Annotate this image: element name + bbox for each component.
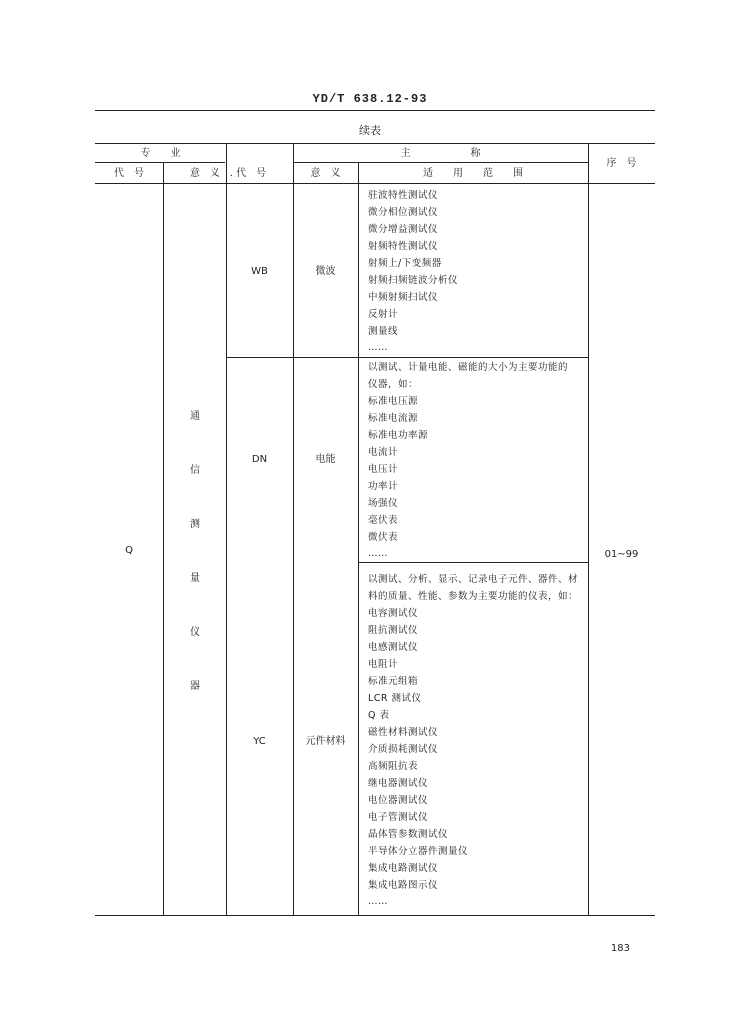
head-profession: 专 业	[140, 148, 181, 159]
page-number: 183	[610, 943, 630, 954]
head-code: 代 号	[114, 168, 144, 179]
scope-item: Q 表	[368, 710, 390, 721]
scope-item: LCR 测试仪	[368, 693, 422, 704]
table-top-rule	[95, 143, 655, 144]
head-meaning: 意 义	[310, 168, 341, 179]
scope-item: 电流计	[368, 447, 399, 458]
scope-item: 中频射频扫试仪	[368, 292, 439, 303]
scope-item: 高频阻抗表	[368, 761, 419, 772]
group-meaning-yc: 元件材料	[305, 736, 346, 747]
scope-item: 射频扫频链波分析仪	[368, 275, 459, 286]
group-meaning-dn: 电能	[315, 454, 336, 465]
col-rule-3	[293, 143, 294, 915]
profession-char-6: 器	[190, 681, 200, 692]
group-code-yc: YC	[253, 736, 266, 747]
scope-item: 阻抗测试仪	[368, 625, 419, 636]
scope-item: 仪器，如：	[368, 379, 419, 390]
scope-item: 电子管测试仪	[368, 812, 429, 823]
scope-item: 标准元组箱	[368, 676, 419, 687]
scope-item: 介质损耗测试仪	[368, 744, 439, 755]
scope-item: 微分增益测试仪	[368, 224, 439, 235]
head-meaning-code: 意 义 . 代 号	[189, 168, 267, 179]
scope-item: 驻波特性测试仪	[368, 190, 439, 201]
head-split-left	[95, 162, 225, 163]
profession-char-2: 信	[190, 465, 200, 476]
scope-item: 电容测试仪	[368, 608, 419, 619]
scope-item: 测量线	[368, 326, 399, 337]
head-split-right	[293, 162, 588, 163]
head-subject: 主 称	[400, 148, 481, 159]
profession-char-1: 通	[190, 411, 200, 422]
profession-char-5: 仪	[190, 627, 200, 638]
col-rule-5	[588, 143, 589, 915]
scope-item: ……	[368, 896, 388, 907]
scope-item: 射频上/下变频器	[368, 258, 442, 269]
group-separator-1	[226, 357, 588, 358]
scope-item: 电阻计	[368, 659, 399, 670]
scope-item: 毫伏表	[368, 515, 399, 526]
scope-item: 标准电功率源	[368, 430, 429, 441]
group-code-dn: DN	[251, 454, 268, 465]
scope-item: 以测试、计量电能、磁能的大小为主要功能的	[368, 362, 569, 373]
head-seq: 序 号	[606, 158, 637, 169]
continuation-label: 续表	[359, 124, 381, 137]
profession-char-4: 量	[190, 573, 200, 584]
group-separator-2	[358, 562, 588, 563]
scope-item: ……	[368, 548, 388, 559]
scope-item: 反射计	[368, 309, 399, 320]
scope-item: 集成电路测试仪	[368, 863, 439, 874]
profession-code: Q	[125, 545, 133, 556]
scope-item: ……	[368, 342, 388, 353]
scope-item: 电压计	[368, 464, 399, 475]
header-rule	[95, 110, 655, 111]
scope-item: 晶体管参数测试仪	[368, 829, 449, 840]
scope-item: 以测试、分析、显示、记录电子元件、器件、材	[368, 574, 579, 585]
scope-item: 微分相位测试仪	[368, 207, 439, 218]
scope-item: 半导体分立器件测量仪	[368, 846, 469, 857]
group-meaning-wb: 微波	[315, 266, 336, 277]
profession-char-3: 测	[190, 519, 200, 530]
group-code-wb: WB	[251, 266, 268, 277]
scope-item: 标准电压源	[368, 396, 419, 407]
col-rule-2	[226, 143, 227, 915]
scope-item: 电感测试仪	[368, 642, 419, 653]
scope-item: 集成电路图示仪	[368, 880, 439, 891]
scope-item: 磁性材料测试仪	[368, 727, 439, 738]
scope-item: 料的质量、性能、参数为主要功能的仪表，如：	[368, 591, 579, 602]
col-rule-4	[358, 162, 359, 915]
scope-item: 电位器测试仪	[368, 795, 429, 806]
scope-item: 场强仪	[368, 498, 399, 509]
scope-item: 继电器测试仪	[368, 778, 429, 789]
head-scope: 适 用 范 围	[423, 168, 523, 179]
head-bottom-rule	[95, 183, 655, 184]
table-bottom-rule	[95, 915, 655, 916]
col-rule-1	[163, 162, 164, 915]
scope-item: 标准电流源	[368, 413, 419, 424]
scope-item: 射频特性测试仪	[368, 241, 439, 252]
scope-item: 微伏表	[368, 532, 399, 543]
seq-range: 01~99	[604, 549, 639, 560]
scope-item: 功率计	[368, 481, 399, 492]
standard-number: YD/T 638.12-93	[312, 92, 428, 106]
